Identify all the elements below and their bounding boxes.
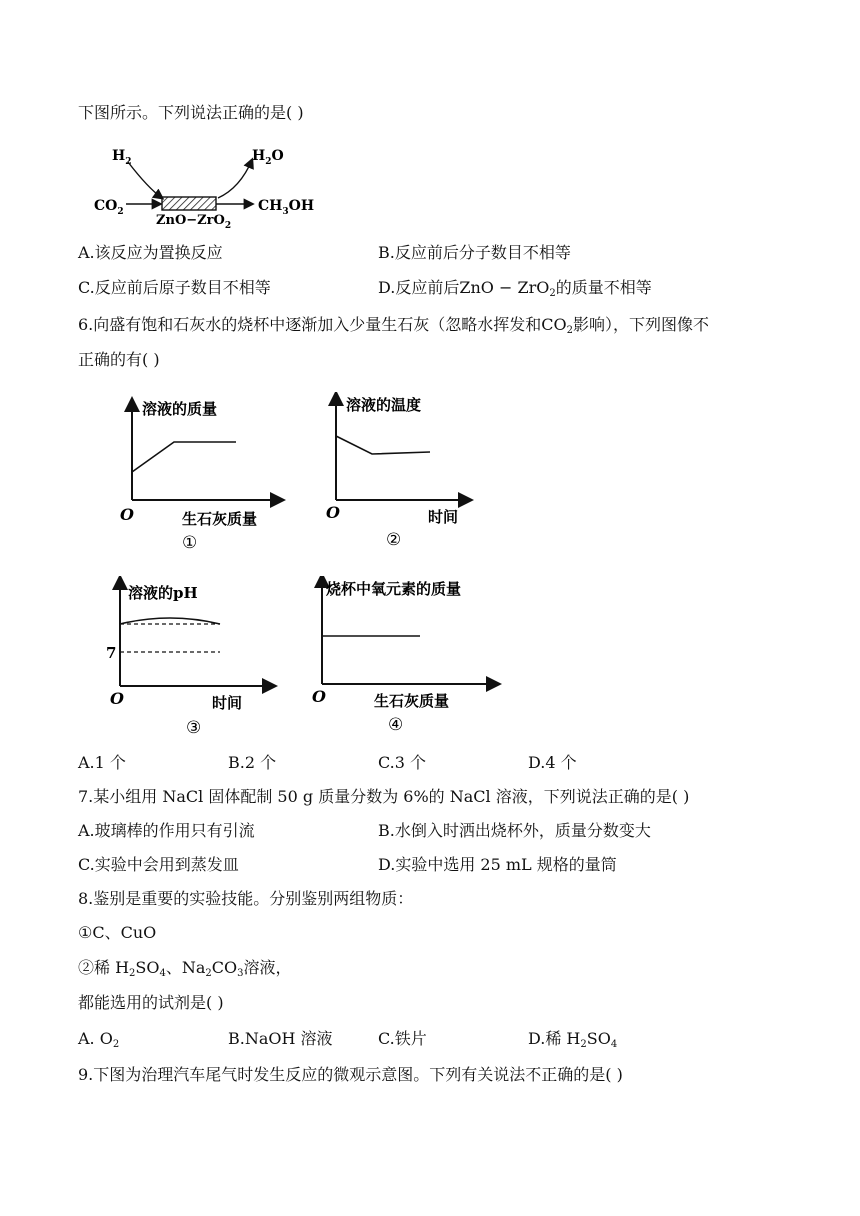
graph-4 <box>304 576 504 738</box>
graph-2-xlabel: 时间 <box>428 508 459 526</box>
graph-2-curve <box>336 436 430 454</box>
graph-3-origin: O <box>110 689 124 708</box>
q8-option-d: D.稀 $H_2SO_4$ <box>528 1029 618 1050</box>
h2o-label: $H_2O$ <box>252 148 284 167</box>
q7-option-d: D.实验中选用 25 mL 规格的量筒 <box>378 855 617 874</box>
graph-2-ylabel: 溶液的温度 <box>346 396 422 414</box>
graph-3-tick-7: 7 <box>106 644 117 662</box>
graph-1-xlabel: 生石灰质量 <box>182 510 258 528</box>
q8-item-1: ①C、CuO <box>78 923 157 942</box>
catalyst-label: ZnO−ZrO$_2$ <box>156 213 232 231</box>
h2-in-arrow <box>128 162 162 198</box>
graph-1 <box>112 392 292 552</box>
q5-option-a: A.该反应为置换反应 <box>78 243 223 262</box>
q6-option-c: C.3 个 <box>378 753 427 772</box>
q5-stem-tail: 下图所示。下列说法正确的是( ) <box>78 103 304 122</box>
q6-option-a: A.1 个 <box>78 753 126 772</box>
graph-3-ylabel: 溶液的pH <box>128 584 198 602</box>
q8-option-a: A. $O_2$ <box>78 1029 120 1050</box>
q7-option-a: A.玻璃棒的作用只有引流 <box>78 821 255 840</box>
q7-option-c: C.实验中会用到蒸发皿 <box>78 855 239 874</box>
graph-3-xlabel: 时间 <box>212 694 243 712</box>
graph-1-curve <box>132 442 236 472</box>
graph-3-curve <box>120 618 220 624</box>
q6-stem-line1: 6.向盛有饱和石灰水的烧杯中逐渐加入少量生石灰（忽略水挥发和$CO_2$影响），下列图像不 <box>78 315 710 336</box>
graph-4-origin: O <box>312 687 326 706</box>
graph-2 <box>316 392 476 552</box>
co2-label: $CO_2$ <box>94 198 124 217</box>
ch3oh-label: $CH_3OH$ <box>258 198 315 217</box>
h2-label: $H_2$ <box>112 148 132 167</box>
graph-4-ylabel: 烧杯中氧元素的质量 <box>326 580 462 598</box>
q5-option-b: B.反应前后分子数目不相等 <box>378 243 571 262</box>
graph-1-number: ① <box>182 533 198 552</box>
q8-option-c: C.铁片 <box>378 1029 427 1048</box>
q8-stem: 8.鉴别是重要的实验技能。分别鉴别两组物质： <box>78 889 414 908</box>
q8-option-b: B.NaOH 溶液 <box>228 1029 333 1048</box>
graph-2-number: ② <box>386 530 402 550</box>
graph-1-origin: O <box>120 505 134 524</box>
q8-item-2: ②稀 $H_2SO_4$、$Na_2CO_3$溶液， <box>78 958 292 979</box>
h2o-out-arrow <box>218 160 252 198</box>
graph-4-xlabel: 生石灰质量 <box>374 692 450 710</box>
q5-option-c: C.反应前后原子数目不相等 <box>78 278 271 297</box>
graph-1-ylabel: 溶液的质量 <box>142 400 218 418</box>
q6-option-d: D.4 个 <box>528 753 577 772</box>
q8-question: 都能选用的试剂是( ) <box>78 993 224 1012</box>
q5-option-d: D.反应前后ZnO − ZrO$_2$的质量不相等 <box>378 278 652 299</box>
graph-3-number: ③ <box>186 718 202 738</box>
q9-stem: 9.下图为治理汽车尾气时发生反应的微观示意图。下列有关说法不正确的是( ) <box>78 1065 623 1084</box>
graph-4-number: ④ <box>388 715 404 735</box>
graph-2-origin: O <box>326 503 340 522</box>
graph-3 <box>100 576 280 738</box>
q6-option-b: B.2 个 <box>228 753 277 772</box>
catalyst-bed <box>162 197 216 210</box>
reaction-diagram <box>90 140 330 232</box>
q7-option-b: B.水倒入时洒出烧杯外，质量分数变大 <box>378 821 651 840</box>
q7-stem: 7.某小组用 NaCl 固体配制 50 g 质量分数为 6%的 NaCl 溶液，下列说法正确的是( ) <box>78 787 690 806</box>
q6-stem-line2: 正确的有( ) <box>78 350 160 369</box>
